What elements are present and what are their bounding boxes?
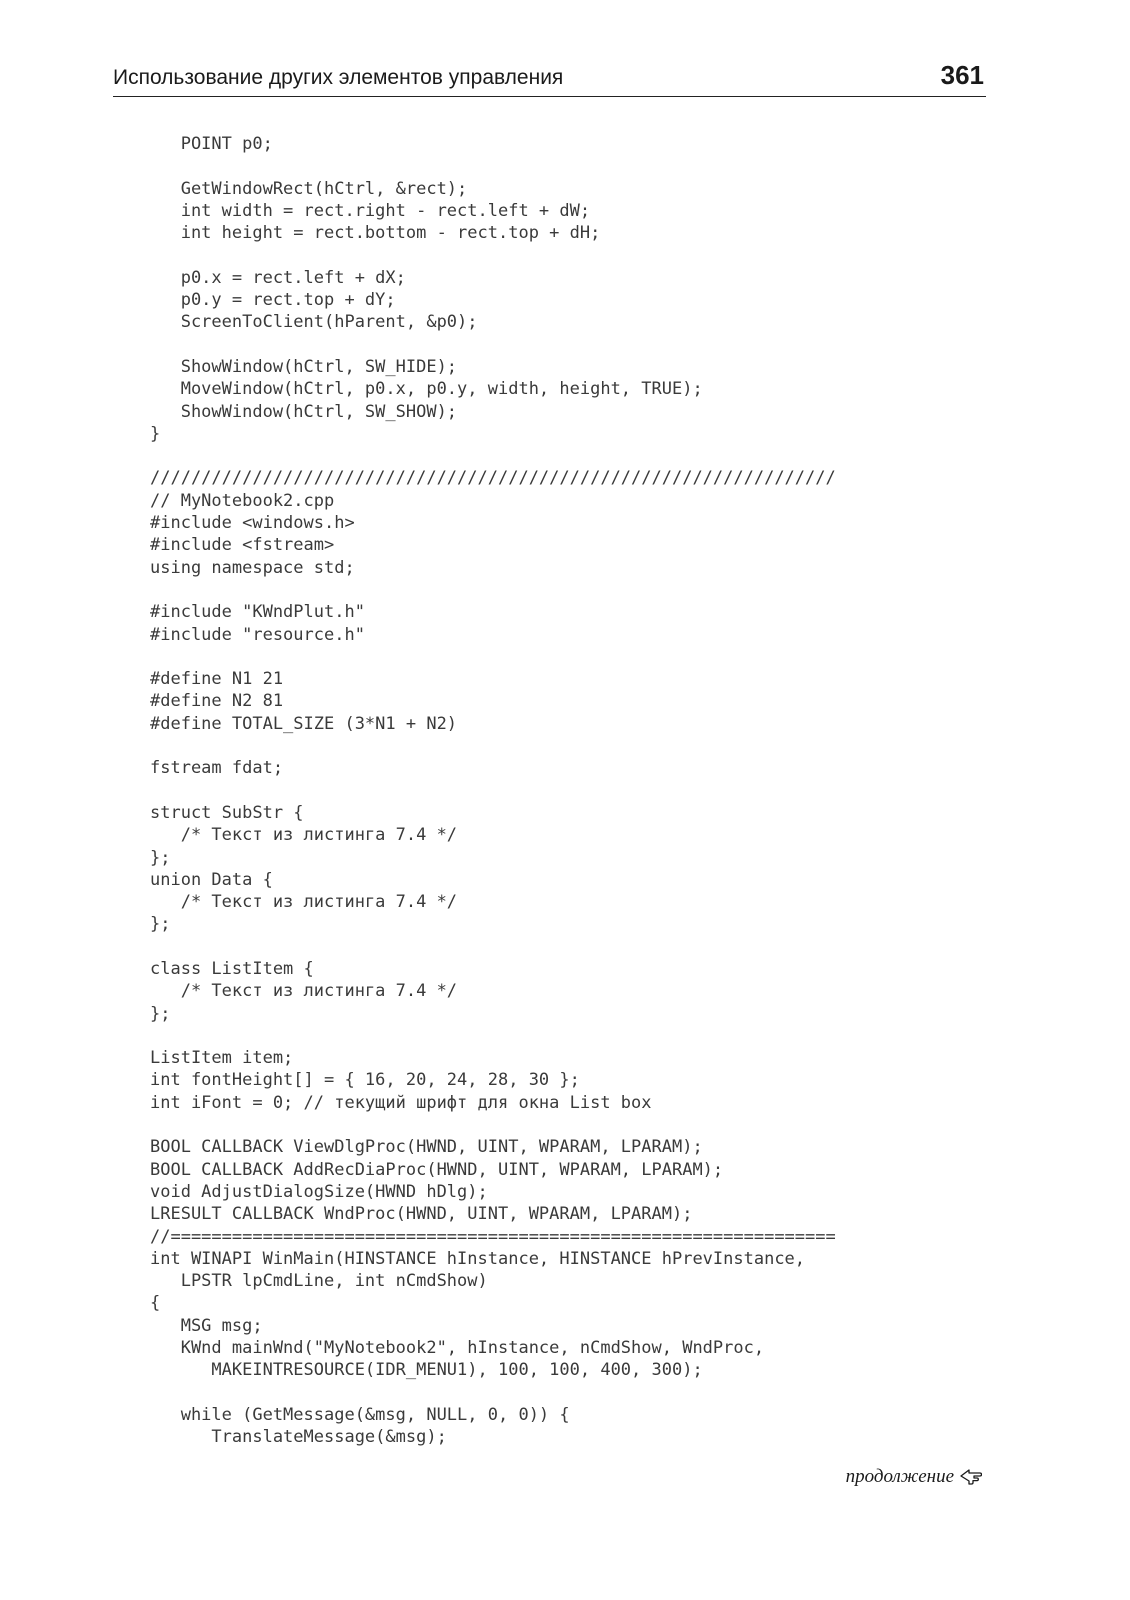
code-line: MAKEINTRESOURCE(IDR_MENU1), 100, 100, 400, 300); [150,1360,703,1381]
code-line: struct SubStr { [150,802,304,823]
code-line: // MyNotebook2.cpp [150,490,335,511]
code-line: #include "resource.h" [150,624,365,645]
code-line: #define N2 81 [150,691,284,712]
code-line: }; [150,914,171,935]
code-line: /* Текст из листинга 7.4 */ [150,825,458,846]
code-line: fstream fdat; [150,758,284,779]
code-line: KWnd mainWnd("MyNotebook2", hInstance, nCmdShow, WndProc, [150,1338,765,1359]
code-line: int iFont = 0; // текущий шрифт для окна List box [150,1092,652,1113]
code-line: /* Текст из листинга 7.4 */ [150,981,458,1002]
code-listing [150,133,990,1449]
code-line: #include <windows.h> [150,513,355,534]
code-line: #include "KWndPlut.h" [150,602,365,623]
code-line: ScreenToClient(hParent, &p0); [150,312,478,333]
code-line: int fontHeight[] = { 16, 20, 24, 28, 30 }; [150,1070,580,1091]
code-blank-line [150,1382,990,1404]
page-number: 361 [940,60,984,90]
code-line: using namespace std; [150,557,355,578]
code-line: MSG msg; [150,1315,263,1336]
code-line: while (GetMessage(&msg, NULL, 0, 0)) { [150,1404,570,1425]
code-line: ShowWindow(hCtrl, SW_HIDE); [150,356,458,377]
running-header [113,58,986,97]
code-line: /////////////////////////////////////////////////////////////////// [150,468,836,489]
code-line: ShowWindow(hCtrl, SW_SHOW); [150,401,458,422]
code-line: LPSTR lpCmdLine, int nCmdShow) [150,1271,488,1292]
code-line: GetWindowRect(hCtrl, &rect); [150,178,468,199]
code-line: BOOL CALLBACK ViewDlgProc(HWND, UINT, WPARAM, LPARAM); [150,1137,703,1158]
code-line: MoveWindow(hCtrl, p0.x, p0.y, width, height, TRUE); [150,379,703,400]
code-line: int width = rect.right - rect.left + dW; [150,200,591,221]
code-blank-line [150,244,990,266]
continued-label: продолжение [845,1466,954,1487]
code-line: void AdjustDialogSize(HWND hDlg); [150,1181,488,1202]
continued-note [846,1466,982,1488]
code-blank-line [150,155,990,177]
code-blank-line [150,579,990,601]
code-line: #define TOTAL_SIZE (3*N1 + N2) [150,713,458,734]
code-line: } [150,423,161,444]
code-line: #include <fstream> [150,535,335,556]
code-line: class ListItem { [150,958,314,979]
code-line: //================================================================= [150,1226,836,1247]
code-line: #define N1 21 [150,669,284,690]
code-line: POINT p0; [150,134,273,154]
code-line: p0.y = rect.top + dY; [150,290,396,311]
code-line: TranslateMessage(&msg); [150,1427,447,1448]
code-blank-line [150,646,990,668]
code-line: /* Текст из листинга 7.4 */ [150,892,458,913]
code-line: ListItem item; [150,1048,294,1069]
code-line: union Data { [150,869,273,890]
code-line: { [150,1293,161,1314]
code-line: }; [150,847,171,868]
chapter-title: Использование других элементов управления [113,66,564,89]
code-blank-line [150,936,990,958]
code-line: BOOL CALLBACK AddRecDiaProc(HWND, UINT, WPARAM, LPARAM); [150,1159,724,1180]
pointing-hand-icon [960,1467,982,1485]
code-line: int height = rect.bottom - rect.top + dH; [150,223,601,244]
code-blank-line [150,1025,990,1047]
code-blank-line [150,445,990,467]
code-blank-line [150,735,990,757]
code-line: }; [150,1003,171,1024]
code-line: p0.x = rect.left + dX; [150,267,406,288]
code-blank-line [150,780,990,802]
code-blank-line [150,1114,990,1136]
code-blank-line [150,334,990,356]
code-line: int WINAPI WinMain(HINSTANCE hInstance, HINSTANCE hPrevInstance, [150,1248,806,1269]
code-line: LRESULT CALLBACK WndProc(HWND, UINT, WPARAM, LPARAM); [150,1204,693,1225]
